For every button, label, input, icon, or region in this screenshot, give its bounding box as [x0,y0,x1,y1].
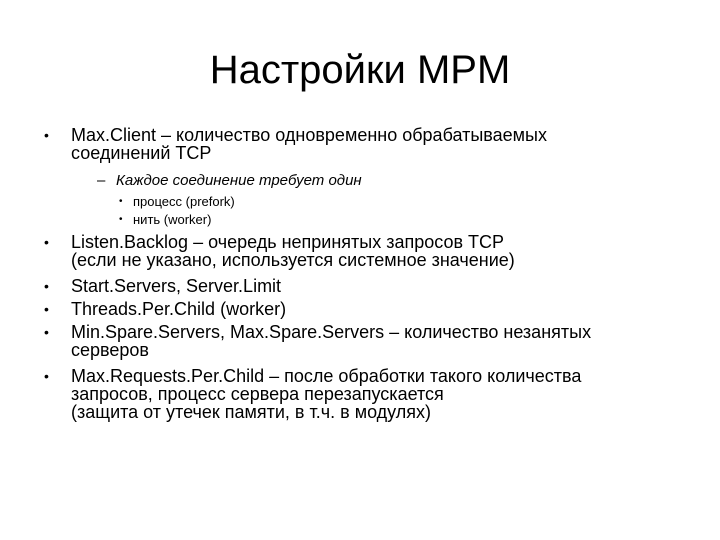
text-line: Listen.Backlog – очередь непринятых запросов TCP [71,232,505,252]
list-item-text [116,173,676,189]
list-item-text [133,194,653,209]
list-item-text [71,300,691,318]
list-item-text [71,126,691,162]
bullet-icon: • [44,234,49,250]
slide-title: Настройки MPM [209,48,511,92]
text-line: Max.Requests.Per.Child – после обработки такого количества [71,366,582,386]
list-item-text [71,323,691,359]
text-line: соединений TCP [71,143,212,163]
text-line: Min.Spare.Servers, Max.Spare.Servers – количество незанятых [71,322,592,342]
text-line: (защита от утечек памяти, в т.ч. в модулях) [71,402,432,422]
text-line: Каждое соединение требует один [116,172,362,189]
bullet-icon: • [119,196,123,207]
list-item-text [71,233,691,269]
text-line: процесс (prefork) [133,194,235,209]
text-line: серверов [71,340,149,360]
bullet-icon: • [44,324,49,340]
bullet-icon: • [44,368,49,384]
list-item-text [133,212,653,227]
text-line: запросов, процесс сервера перезапускается [71,384,444,404]
text-line: Threads.Per.Child (worker) [71,299,287,319]
bullet-icon: • [44,127,49,143]
text-line: Max.Client – количество одновременно обрабатываемых [71,125,547,145]
list-item-text [71,367,691,421]
list-item-text [71,277,691,295]
bullet-icon: • [119,214,123,225]
dash-icon: – [97,172,106,189]
text-line: Start.Servers, Server.Limit [71,276,282,296]
text-line: нить (worker) [133,212,212,227]
bullet-icon: • [44,278,49,294]
bullet-icon: • [44,301,49,317]
text-line: (если не указано, используется системное значение) [71,250,515,270]
